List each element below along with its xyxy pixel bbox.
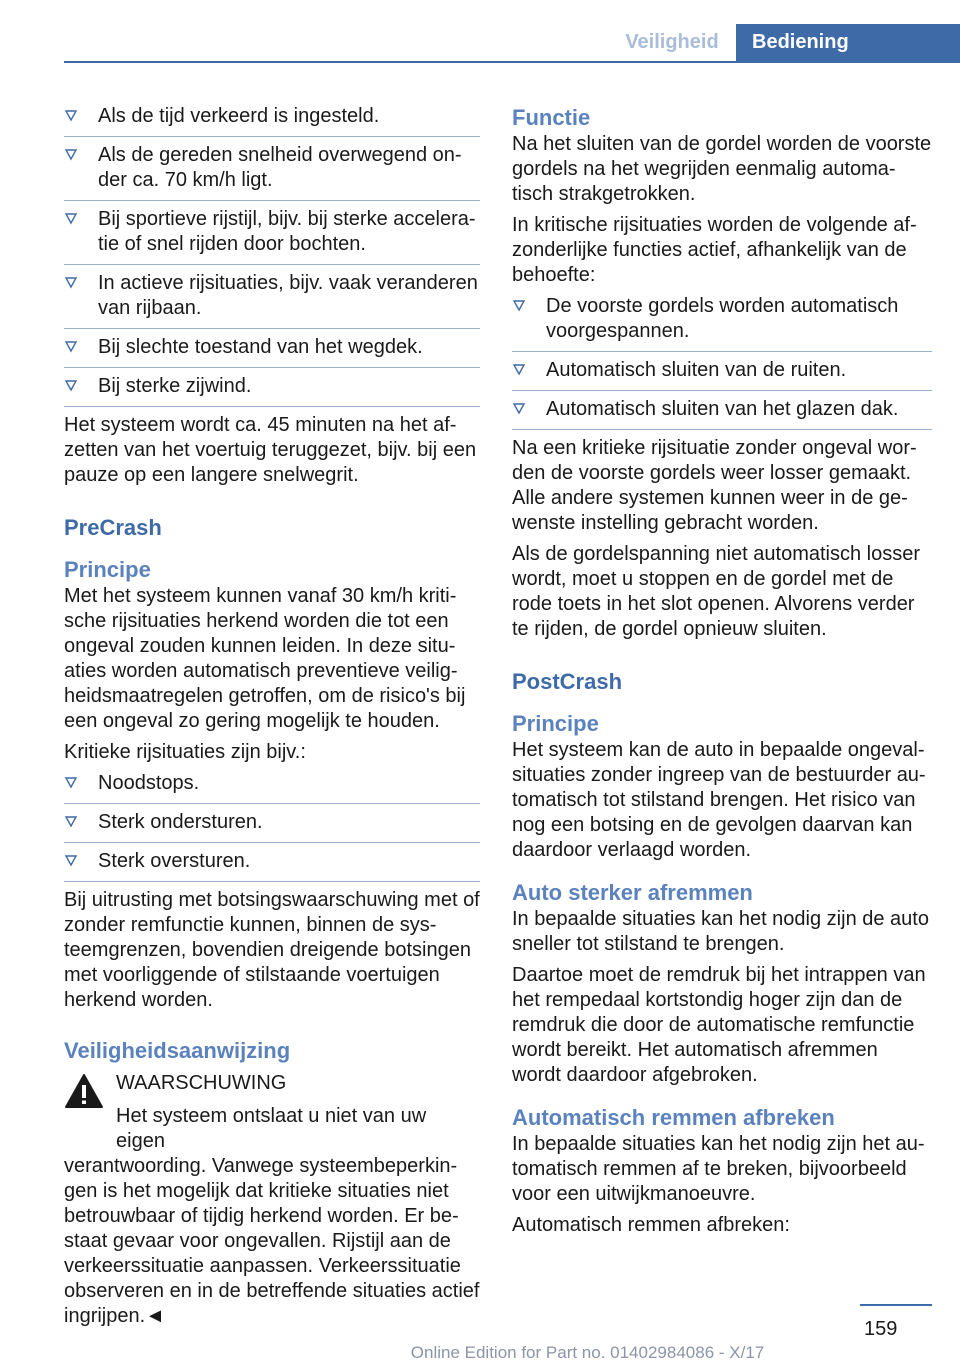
list-item: Bij sportieve rijstijl, bijv. bij sterke accelera-tie of snel rijden door bochten.: [64, 201, 480, 265]
paragraph-na-kritieke: Na een kritieke rijsituatie zonder ongeval wor-den de voorste gordels weer losser gemaakt. Alle andere systemen kunnen weer in de ge-wenste instelling gebracht worden.: [512, 437, 917, 534]
triangle-bullet-icon: [64, 853, 78, 867]
paragraph-afremmen-2: Daartoe moet de remdruk bij het intrappen van het rempedaal kortstondig hoger zijn dan de remdruk die door de automatische remfunctie wordt bereikt. Het automatisch afremmen wordt daardoor afgebroken.: [512, 964, 926, 1086]
list-item: Noodstops.: [64, 765, 480, 804]
warning-triangle-icon: [64, 1073, 104, 1109]
paragraph-reset: Het systeem wordt ca. 45 minuten na het af-zetten van het voertuig teruggezet, bijv. bij een pauze op een langere snelwegrit.: [64, 414, 477, 486]
paragraph-kritisch: In kritische rijsituaties worden de volgende af-zonderlijke functies actief, afhankelijk van de behoefte:: [512, 214, 917, 286]
paragraph-functie: Na het sluiten van de gordel worden de voorste gordels na het wegrijden eenmalig automa-tisch strakgetrokken.: [512, 133, 932, 205]
triangle-bullet-icon: [64, 211, 78, 225]
heading-postcrash: PostCrash: [512, 669, 623, 694]
warning-title: WAARSCHUWING: [116, 1072, 287, 1094]
list-item: Als de tijd verkeerd is ingesteld.: [64, 98, 480, 137]
paragraph-afremmen-1: In bepaalde situaties kan het nodig zijn de auto sneller tot stilstand te brengen.: [512, 908, 929, 955]
heading-afremmen: Auto sterker afremmen: [512, 880, 753, 905]
paragraph-gordelspanning: Als de gordelspanning niet automatisch losser wordt, moet u stoppen en de gordel met de rode toets in het slot openen. Alvorens verder te rijden, de gordel opnieuw sluiten.: [512, 543, 921, 640]
bullet-list-conditions: [64, 98, 480, 407]
heading-functie: Functie: [512, 105, 591, 130]
warning-text: verantwoording. Vanwege systeembeperkin-gen is het mogelijk dat kritieke situaties niet betrouwbaar of tijdig herkend worden. Er be-staat gevaar voor ongevallen. Rijstijl aan de verkeerssituatie aanpassen. Verkeerssituatie observeren en in de betreffende situaties actief ingrijpen.◄: [64, 1155, 480, 1327]
list-item: Automatisch sluiten van het glazen dak.: [512, 391, 932, 430]
bullet-list-functies: [512, 288, 932, 430]
paragraph-kritieke: Kritieke rijsituaties zijn bijv.:: [64, 741, 306, 763]
triangle-bullet-icon: [64, 108, 78, 122]
header-rule: [64, 61, 960, 63]
tab-veiligheid[interactable]: Veiligheid: [625, 31, 719, 53]
warning-block: [64, 1071, 480, 1329]
bullet-list-kritieke: [64, 765, 480, 882]
list-item: Bij slechte toestand van het wegdek.: [64, 329, 480, 368]
list-item: Bij sterke zijwind.: [64, 368, 480, 407]
triangle-bullet-icon: [64, 378, 78, 392]
triangle-bullet-icon: [512, 401, 526, 415]
list-item: Sterk ondersturen.: [64, 804, 480, 843]
paragraph-afbreken-1: In bepaalde situaties kan het nodig zijn het au-tomatisch remmen af te breken, bijvoorbeeld voor een uitwijkmanoeuvre.: [512, 1133, 925, 1205]
triangle-bullet-icon: [512, 298, 526, 312]
paragraph-uitrusting: Bij uitrusting met botsingswaarschuwing met of zonder remfunctie kunnen, binnen de sys-teemgrenzen, bovendien dreigende botsingen met voorliggende of stilstaande voertuigen herkend worden.: [64, 889, 480, 1011]
page-number: 159: [864, 1318, 898, 1340]
heading-precrash: PreCrash: [64, 515, 162, 540]
heading-veiligheidsaanwijzing: Veiligheidsaanwijzing: [64, 1038, 291, 1063]
paragraph-principe-postcrash: Het systeem kan de auto in bepaalde ongeval-situaties zonder ingreep van de bestuurder au-tomatisch tot stilstand brengen. Het risico van nog een botsing en de gevolgen daarvan kan daardoor verlaagd worden.: [512, 739, 926, 861]
list-item: Automatisch sluiten van de ruiten.: [512, 352, 932, 391]
list-item: De voorste gordels worden automatisch voorgespannen.: [512, 288, 932, 352]
edition-label: Online Edition for Part no. 01402984086 - X/17: [410, 1343, 765, 1362]
warning-first-line: Het systeem ontslaat u niet van uw eigen: [116, 1105, 427, 1152]
page-header: [0, 0, 960, 62]
triangle-bullet-icon: [64, 775, 78, 789]
tab-bediening[interactable]: Bediening: [736, 24, 960, 61]
list-item: In actieve rijsituaties, bijv. vaak veranderen van rijbaan.: [64, 265, 480, 329]
heading-principe: Principe: [64, 557, 151, 582]
triangle-bullet-icon: [512, 362, 526, 376]
paragraph-afbreken-2: Automatisch remmen afbreken:: [512, 1214, 790, 1236]
triangle-bullet-icon: [64, 147, 78, 161]
triangle-bullet-icon: [64, 339, 78, 353]
heading-afbreken: Automatisch remmen afbreken: [512, 1105, 835, 1130]
list-item: Als de gereden snelheid overwegend on-der ca. 70 km/h ligt.: [64, 137, 480, 201]
left-column: [64, 98, 480, 1329]
paragraph-principe: Met het systeem kunnen vanaf 30 km/h kriti-sche rijsituaties herkend worden die tot een ongeval zouden kunnen leiden. In deze situ-aties worden automatisch preventieve veilig-heidsmaatregelen getroffen, om de risico's bij een ongeval zo gering mogelijk te houden.: [64, 585, 466, 732]
list-item: Sterk oversturen.: [64, 843, 480, 882]
triangle-bullet-icon: [64, 814, 78, 828]
triangle-bullet-icon: [64, 275, 78, 289]
footer-rule: [860, 1304, 932, 1306]
heading-principe-postcrash: Principe: [512, 711, 599, 736]
right-column: [512, 98, 932, 1238]
